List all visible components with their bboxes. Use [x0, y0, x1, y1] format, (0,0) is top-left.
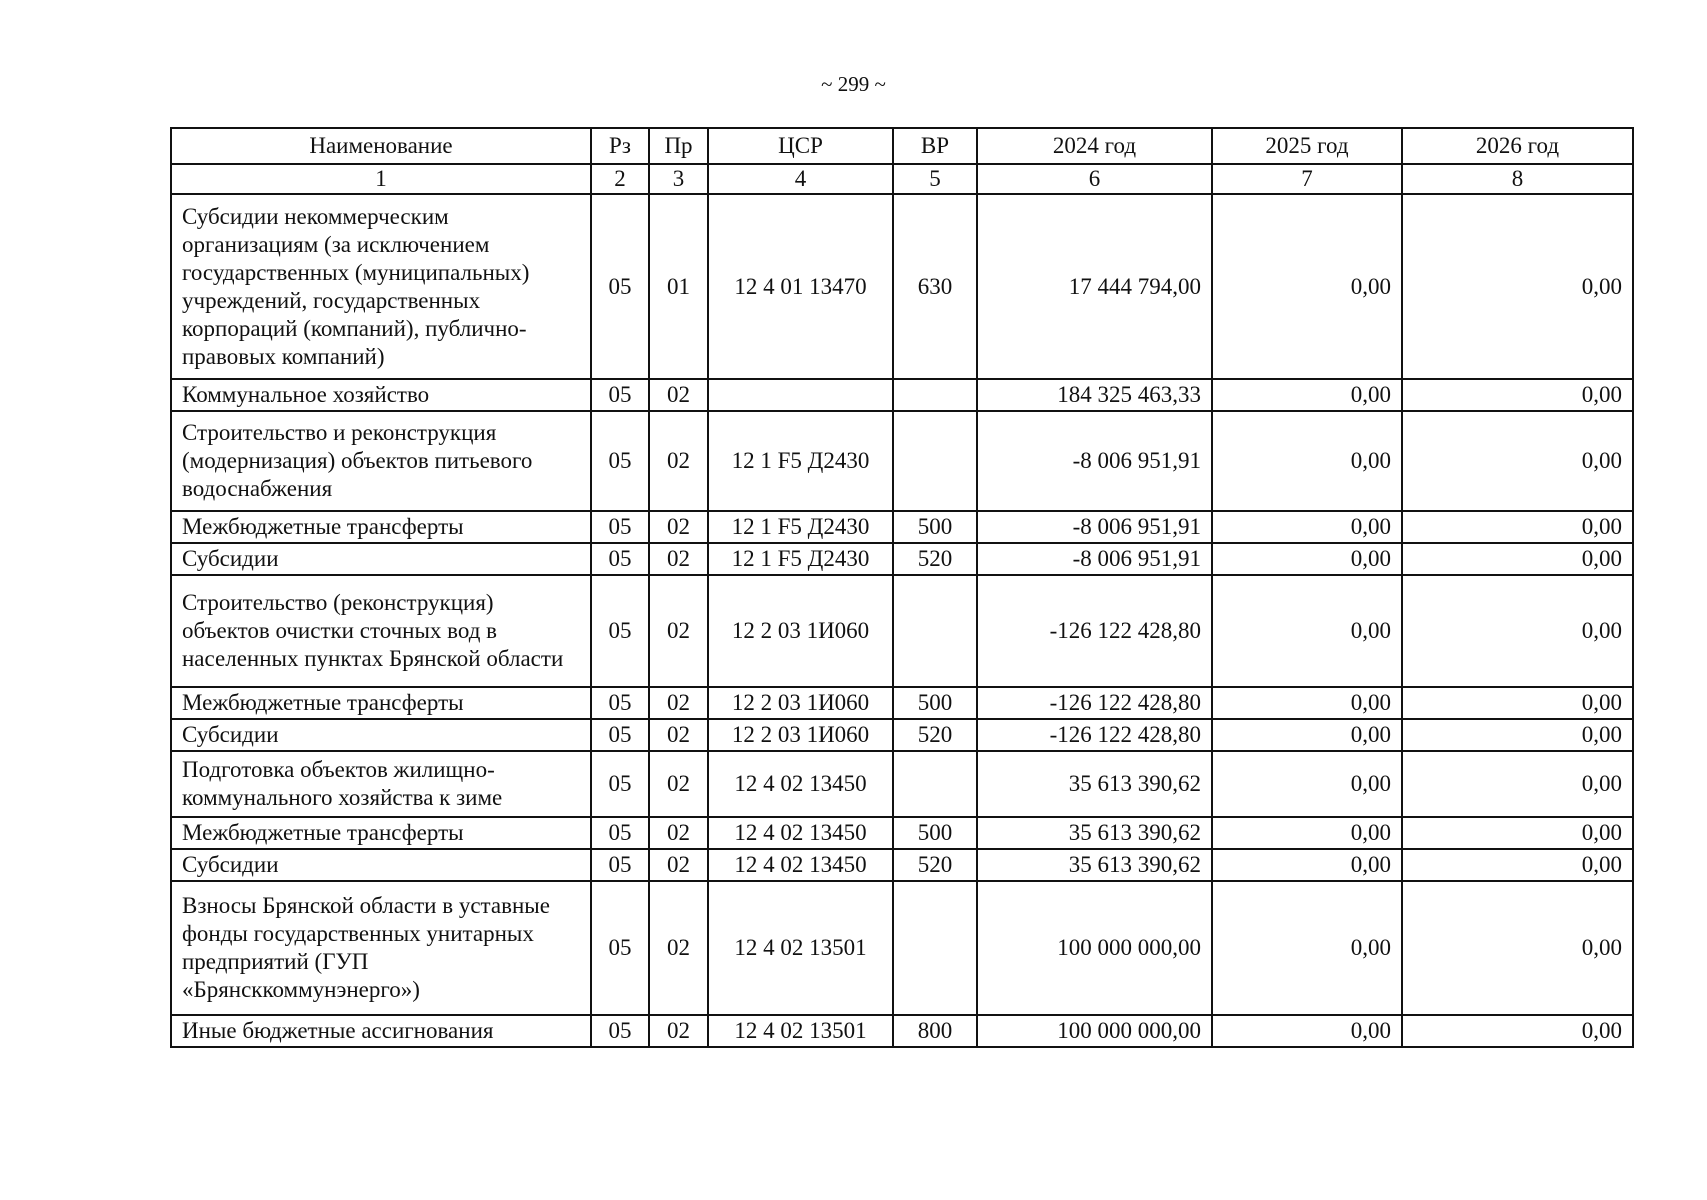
row-2024: -8 006 951,91 — [977, 511, 1212, 543]
row-2025: 0,00 — [1212, 881, 1402, 1015]
row-vr — [893, 751, 977, 817]
row-vr: 500 — [893, 817, 977, 849]
row-2024: -8 006 951,91 — [977, 543, 1212, 575]
row-pr: 02 — [649, 687, 708, 719]
row-2025: 0,00 — [1212, 511, 1402, 543]
table-row — [171, 719, 1633, 751]
row-rz: 05 — [591, 1015, 649, 1047]
row-name: Межбюджетные трансферты — [171, 687, 591, 719]
row-vr — [893, 411, 977, 511]
header-2024: 2024 год — [977, 128, 1212, 164]
header-rz: Рз — [591, 128, 649, 164]
row-2025: 0,00 — [1212, 1015, 1402, 1047]
row-pr: 02 — [649, 1015, 708, 1047]
row-name: Субсидии — [171, 849, 591, 881]
table-row — [171, 881, 1633, 1015]
row-2026: 0,00 — [1402, 849, 1633, 881]
column-number: 4 — [708, 164, 893, 194]
row-2024: 17 444 794,00 — [977, 194, 1212, 379]
row-csr — [708, 379, 893, 411]
table-row — [171, 379, 1633, 411]
row-2026: 0,00 — [1402, 881, 1633, 1015]
row-pr: 02 — [649, 817, 708, 849]
row-name: Взносы Брянской области в уставные фонды государственных унитарных предприятий (ГУП «Брянсккоммунэнерго») — [171, 881, 591, 1015]
row-pr: 02 — [649, 543, 708, 575]
row-2026: 0,00 — [1402, 1015, 1633, 1047]
table-row — [171, 511, 1633, 543]
row-vr: 500 — [893, 511, 977, 543]
header-pr: Пр — [649, 128, 708, 164]
header-2026: 2026 год — [1402, 128, 1633, 164]
row-rz: 05 — [591, 575, 649, 687]
row-2025: 0,00 — [1212, 575, 1402, 687]
row-2024: 35 613 390,62 — [977, 817, 1212, 849]
row-name: Субсидии — [171, 543, 591, 575]
header-name: Наименование — [171, 128, 591, 164]
row-2026: 0,00 — [1402, 543, 1633, 575]
row-rz: 05 — [591, 194, 649, 379]
header-2025: 2025 год — [1212, 128, 1402, 164]
row-csr: 12 1 F5 Д2430 — [708, 543, 893, 575]
row-pr: 02 — [649, 411, 708, 511]
row-rz: 05 — [591, 411, 649, 511]
table-row — [171, 575, 1633, 687]
table-row — [171, 411, 1633, 511]
page-number: ~ 299 ~ — [821, 72, 886, 96]
row-vr: 800 — [893, 1015, 977, 1047]
row-2024: 100 000 000,00 — [977, 881, 1212, 1015]
row-name: Субсидии — [171, 719, 591, 751]
row-2025: 0,00 — [1212, 849, 1402, 881]
row-rz: 05 — [591, 881, 649, 1015]
table-row — [171, 1015, 1633, 1047]
table-row — [171, 543, 1633, 575]
row-2025: 0,00 — [1212, 687, 1402, 719]
row-2024: 35 613 390,62 — [977, 849, 1212, 881]
row-2026: 0,00 — [1402, 379, 1633, 411]
row-csr: 12 4 02 13501 — [708, 881, 893, 1015]
row-csr: 12 2 03 1И060 — [708, 719, 893, 751]
row-2024: -126 122 428,80 — [977, 719, 1212, 751]
row-pr: 02 — [649, 511, 708, 543]
table-row — [171, 687, 1633, 719]
header-csr: ЦСР — [708, 128, 893, 164]
row-name: Межбюджетные трансферты — [171, 511, 591, 543]
row-vr: 520 — [893, 849, 977, 881]
row-vr — [893, 575, 977, 687]
row-csr: 12 2 03 1И060 — [708, 575, 893, 687]
row-rz: 05 — [591, 543, 649, 575]
row-2026: 0,00 — [1402, 511, 1633, 543]
row-csr: 12 4 02 13450 — [708, 751, 893, 817]
row-rz: 05 — [591, 511, 649, 543]
row-vr: 630 — [893, 194, 977, 379]
row-2026: 0,00 — [1402, 575, 1633, 687]
row-pr: 02 — [649, 575, 708, 687]
row-2024: 184 325 463,33 — [977, 379, 1212, 411]
row-pr: 02 — [649, 379, 708, 411]
row-name: Строительство (реконструкция) объектов очистки сточных вод в населенных пунктах Брянской области — [171, 575, 591, 687]
row-csr: 12 4 02 13450 — [708, 817, 893, 849]
row-rz: 05 — [591, 817, 649, 849]
row-2025: 0,00 — [1212, 817, 1402, 849]
row-rz: 05 — [591, 719, 649, 751]
row-csr: 12 2 03 1И060 — [708, 687, 893, 719]
row-2024: 35 613 390,62 — [977, 751, 1212, 817]
column-number: 1 — [171, 164, 591, 194]
row-2026: 0,00 — [1402, 194, 1633, 379]
row-pr: 01 — [649, 194, 708, 379]
row-vr: 520 — [893, 543, 977, 575]
row-2024: -8 006 951,91 — [977, 411, 1212, 511]
header-row — [171, 128, 1633, 164]
row-2024: 100 000 000,00 — [977, 1015, 1212, 1047]
row-pr: 02 — [649, 881, 708, 1015]
column-number: 7 — [1212, 164, 1402, 194]
row-2025: 0,00 — [1212, 194, 1402, 379]
row-vr — [893, 881, 977, 1015]
row-vr — [893, 379, 977, 411]
column-number: 6 — [977, 164, 1212, 194]
column-number: 5 — [893, 164, 977, 194]
row-vr: 500 — [893, 687, 977, 719]
row-name: Подготовка объектов жилищно-коммунального хозяйства к зиме — [171, 751, 591, 817]
row-2025: 0,00 — [1212, 719, 1402, 751]
row-2026: 0,00 — [1402, 817, 1633, 849]
header-vr: ВР — [893, 128, 977, 164]
table-row — [171, 817, 1633, 849]
row-csr: 12 1 F5 Д2430 — [708, 511, 893, 543]
row-2025: 0,00 — [1212, 411, 1402, 511]
row-2024: -126 122 428,80 — [977, 687, 1212, 719]
row-2026: 0,00 — [1402, 411, 1633, 511]
row-rz: 05 — [591, 751, 649, 817]
row-vr: 520 — [893, 719, 977, 751]
row-name: Строительство и реконструкция (модернизация) объектов питьевого водоснабжения — [171, 411, 591, 511]
column-number: 3 — [649, 164, 708, 194]
budget-table — [170, 127, 1634, 1048]
row-2025: 0,00 — [1212, 379, 1402, 411]
row-rz: 05 — [591, 849, 649, 881]
row-csr: 12 4 02 13501 — [708, 1015, 893, 1047]
row-2025: 0,00 — [1212, 751, 1402, 817]
row-2025: 0,00 — [1212, 543, 1402, 575]
row-rz: 05 — [591, 379, 649, 411]
table-row — [171, 849, 1633, 881]
column-number-row — [171, 164, 1633, 194]
row-2024: -126 122 428,80 — [977, 575, 1212, 687]
row-pr: 02 — [649, 751, 708, 817]
row-2026: 0,00 — [1402, 751, 1633, 817]
row-csr: 12 1 F5 Д2430 — [708, 411, 893, 511]
row-pr: 02 — [649, 719, 708, 751]
row-rz: 05 — [591, 687, 649, 719]
row-2026: 0,00 — [1402, 719, 1633, 751]
column-number: 2 — [591, 164, 649, 194]
row-csr: 12 4 01 13470 — [708, 194, 893, 379]
row-name: Коммунальное хозяйство — [171, 379, 591, 411]
column-number: 8 — [1402, 164, 1633, 194]
row-name: Межбюджетные трансферты — [171, 817, 591, 849]
row-name: Субсидии некоммерческим организациям (за исключением государственных (муниципальных) учреждений, государственных корпораций (компаний), публично-правовых компаний) — [171, 194, 591, 379]
row-name: Иные бюджетные ассигнования — [171, 1015, 591, 1047]
table-row — [171, 194, 1633, 379]
table-row — [171, 751, 1633, 817]
row-2026: 0,00 — [1402, 687, 1633, 719]
row-csr: 12 4 02 13450 — [708, 849, 893, 881]
row-pr: 02 — [649, 849, 708, 881]
